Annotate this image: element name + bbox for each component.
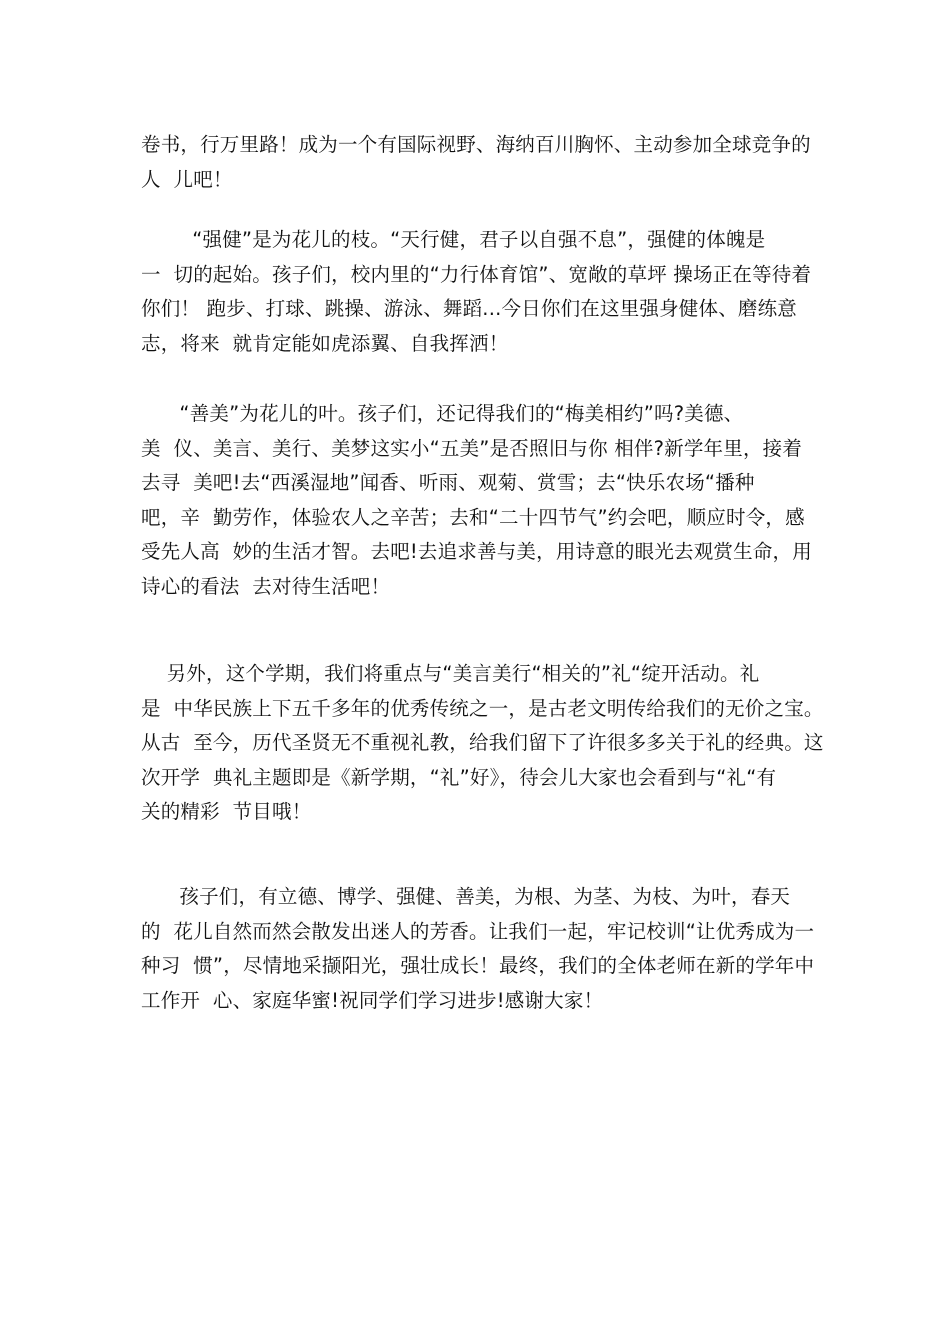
text-line: “善美”为花儿的叶。孩子们，还记得我们的“梅美相约”吗?美德、: [141, 402, 744, 425]
text-line: 一 切的起始。孩子们，校内里的“力行体育馆”、宽敞的草坪 操场正在等待着: [141, 262, 812, 286]
text-line: 种习 惯”，尽情地采撷阳光，强壮成长！最终，我们的全体老师在新的学年中: [141, 954, 815, 978]
text-line: 工作开 心、家庭华蜜!祝同学们学习进步!感谢大家！: [141, 988, 604, 1012]
text-line: 卷书，行万里路！成为一个有国际视野、海纳百川胸怀、主动参加全球竞争的: [141, 133, 811, 156]
text-line: 吧，辛 勤劳作，体验农人之辛苦；去和“二十四节气”约会吧，顺应时令，感: [141, 505, 805, 529]
text-line: 志，将来 就肯定能如虎添翼、自我挥洒！: [141, 331, 509, 355]
text-line: 人 儿吧！: [141, 167, 233, 191]
paragraph-4: [141, 657, 824, 830]
text-line: 孩子们，有立德、博学、强健、善美，为根、为茎、为枝、为叶，春天: [141, 885, 791, 908]
text-line: 是 中华民族上下五千多年的优秀传统之一，是古老文明传给我们的无价之宝。: [141, 696, 824, 720]
text-line: 你们！ 跑步、打球、跳操、游泳、舞蹈...今日你们在这里强身健体、磨练意: [141, 297, 797, 321]
text-line: 去寻 美吧!去“西溪湿地”闻香、听雨、观菊、赏雪；去“快乐农场“播种: [141, 471, 755, 495]
text-line: 美 仪、美言、美行、美梦这实小“五美”是否照旧与你 相伴?新学年里，接着: [141, 436, 803, 460]
text-line: 的 花儿自然而然会散发出迷人的芳香。让我们一起，牢记校训“让优秀成为一: [141, 919, 815, 943]
text-line: 诗心的看法 去对待生活吧！: [141, 574, 391, 598]
text-line: “强健”是为花儿的枝。“天行健，君子以自强不息”，强健的体魄是: [141, 228, 766, 251]
text-line: 次开学 典礼主题即是《新学期，“礼”好》，待会儿大家也会看到与“礼“有: [141, 765, 777, 789]
text-line: 受先人高 妙的生活才智。去吧!去追求善与美，用诗意的眼光去观赏生命，用: [141, 540, 812, 564]
paragraph-1: [141, 128, 811, 197]
text-line: 另外，这个学期，我们将重点与“美言美行“相关的”礼“绽开活动。礼: [141, 662, 760, 685]
paragraph-5: [141, 880, 815, 1018]
paragraph-2: [141, 223, 811, 361]
text-line: 关的精彩 节目哦！: [141, 800, 312, 824]
text-line: 从古 至今，历代圣贤无不重视礼教，给我们留下了许很多多关于礼的经典。这: [141, 731, 824, 755]
paragraph-3: [141, 397, 811, 605]
